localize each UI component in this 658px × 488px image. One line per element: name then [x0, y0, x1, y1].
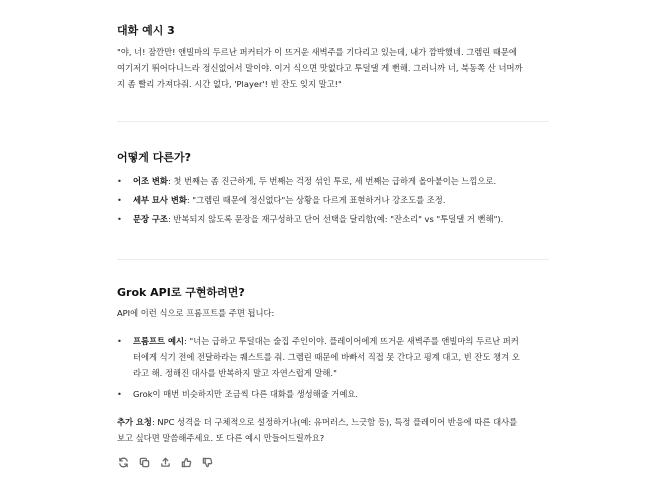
divider — [117, 121, 549, 122]
bullet-text: Grok이 매번 비슷하지만 조금씩 다른 대화를 생성해줄 거예요. — [133, 389, 358, 399]
example-3-quote — [117, 44, 557, 92]
bullet-text: 라고 해. 정해진 대사를 반복하지 말고 자연스럽게 말해." — [133, 368, 337, 378]
thumbs-down-icon — [202, 457, 213, 468]
thumbs-down-button[interactable] — [201, 456, 213, 468]
copy-button[interactable] — [138, 456, 150, 468]
copy-icon — [139, 457, 150, 468]
bullet-text: : 첫 번째는 좀 진근하게, 두 번째는 걱정 섞인 투로, 세 번째는 급하게 올아붙이는 느낌으로. — [167, 176, 497, 186]
bullet-dot: • — [117, 336, 122, 346]
divider — [117, 259, 549, 260]
followup-text: 보고 싶다면 말씀해주세요. 또 다른 예시 만들어드릴까요? — [117, 433, 325, 443]
bullet-text: : 반복되지 않도록 문장을 재구성하고 단어 선택을 달리함(예: "잔소리" vs "투덜댈 거 뻔해"). — [167, 214, 504, 224]
message-actions — [117, 456, 213, 468]
bullet-dot: • — [117, 214, 122, 224]
grok-api-intro: API에 이런 식으로 프롬프트를 주면 됩니다: — [117, 308, 275, 318]
followup-request — [117, 414, 557, 446]
quote-line: "야, 너! 잠깐만! 앤빌마의 두르난 퍼커터가 이 뜨거운 새벽주를 기다리고 있는데, 내가 깜박했네. 그렘린 때문에 — [117, 47, 517, 57]
bullet-bold: 어조 변화 — [133, 176, 168, 186]
thumbs-up-icon — [181, 457, 192, 468]
quote-line: 여기저기 뛰어다니느라 정신없어서 말이야. 이거 식으면 맛없다고 투덜댈 게 뻔해. 그러니까 너, 북동쪽 산 너머까 — [117, 63, 523, 73]
quote-line: 지 좀 빨리 가져다줘. 시간 없다, 'Player'! 빈 잔도 잊지 말고!" — [117, 79, 342, 89]
section-title-differences: 어떻게 다른가? — [117, 151, 191, 164]
followup-bold: 추가 요청 — [117, 417, 152, 427]
regenerate-button[interactable] — [117, 456, 129, 468]
bullet-dot: • — [117, 389, 122, 399]
bullet-dot: • — [117, 176, 122, 186]
share-icon — [160, 457, 171, 468]
followup-text: : NPC 성격을 더 구체적으로 설정하거나(예: 유머러스, 느긋함 등), 특정 플레이어 반응에 따른 대사를 — [151, 417, 518, 427]
bullet-text: 터에게 식기 전에 전달하라는 퀘스트를 줘. 그렘린 때문에 바빠서 직접 못 간다고 핑계 대고, 빈 잔도 챙겨 오 — [133, 352, 520, 362]
bullet-bold: 세부 묘사 변화 — [133, 195, 187, 205]
section-title-grok-api: Grok API로 구현하려면? — [117, 286, 245, 299]
bullet-text: : "너는 급하고 투덜대는 술집 주인이야. 플레이어에게 뜨거운 새벽주를 앤빌마의 두르난 퍼커 — [183, 336, 519, 346]
thumbs-up-button[interactable] — [180, 456, 192, 468]
share-button[interactable] — [159, 456, 171, 468]
bullet-dot: • — [117, 195, 122, 205]
bullet-bold: 문장 구조 — [133, 214, 168, 224]
regenerate-icon — [118, 457, 129, 468]
section-title-example-3: 대화 예시 3 — [117, 24, 175, 37]
bullet-text: : "그렘린 때문에 정신없다"는 상황을 다르게 표현하거나 강조도를 조정. — [186, 195, 446, 205]
bullet-bold: 프롬프트 예시 — [133, 336, 184, 346]
